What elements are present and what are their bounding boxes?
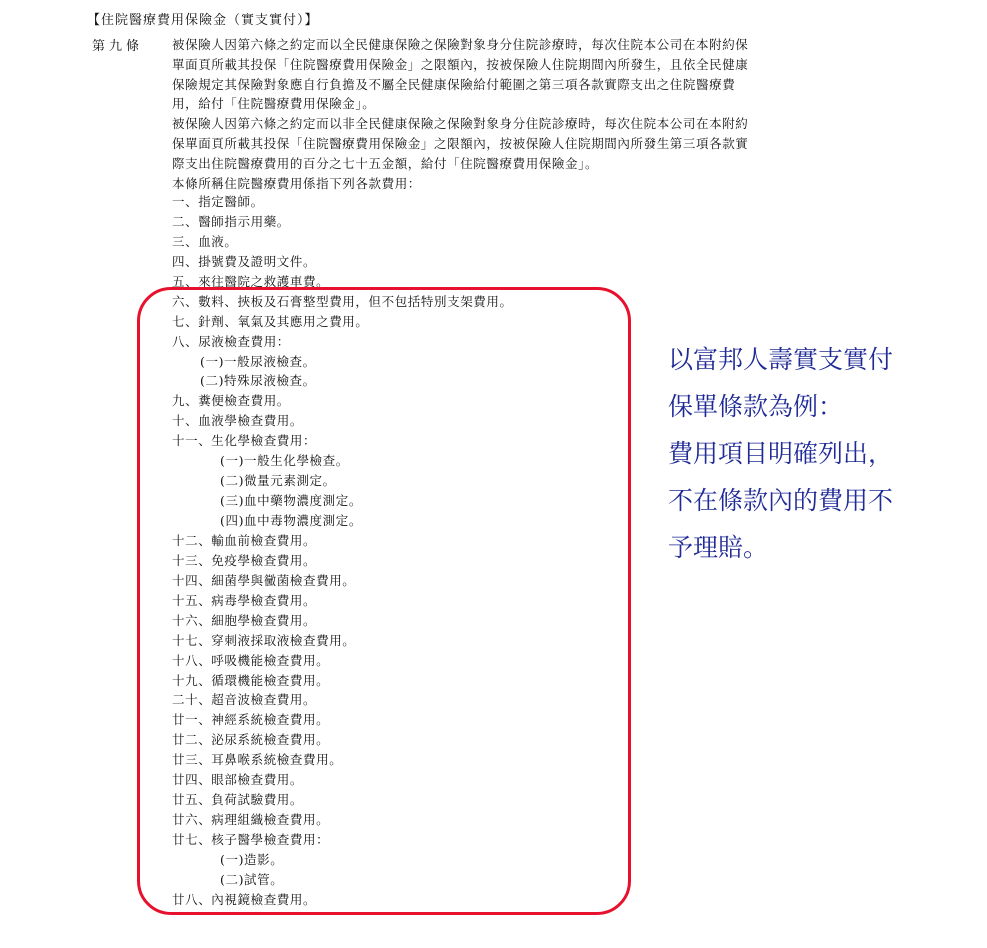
expense-item: 十九、循環機能檢查費用。 [172,672,330,688]
paragraph-line: 保單面頁所載其投保「住院醫療費用保險金」之限額內，按被保險人住院期間內所發生第三項各款實 [172,135,749,151]
note-line: 費用項目明確列出， [668,439,894,468]
expense-item: (一)一般生化學檢查。 [220,453,349,469]
paragraph-line: 際支出住院醫療費用的百分之七十五金額，給付「住院醫療費用保險金」。 [172,155,599,171]
paragraph-line: 保險規定其保險對象應自行負擔及不屬全民健康保險給付範圍之第三項各款實際支出之住院醫療費 [172,76,736,92]
paragraph-line: 被保險人因第六條之約定而以非全民健康保險之保險對象身分住院診療時，每次住院本公司在本附約 [172,116,749,132]
expense-item: 二十、超音波檢查費用。 [172,692,317,708]
expense-item: 廿二、泌尿系統檢查費用。 [172,732,330,748]
note-line: 以富邦人壽實支實付 [668,345,894,374]
note-line: 予理賠。 [668,533,769,562]
expense-item: (一)一般尿液檢查。 [200,353,316,369]
highlight-box [137,287,631,915]
paragraph-1 [172,35,912,114]
expense-item: (二)試管。 [220,871,284,887]
expense-item: 四、掛號費及證明文件。 [172,253,317,269]
paragraph-line: 本條所稱住院醫療費用係指下列各款費用： [172,175,421,191]
annotation-note [668,336,968,571]
expense-item: 廿四、眼部檢查費用。 [172,772,304,788]
expense-item: 二、醫師指示用藥。 [172,213,290,229]
expense-item: 十二、輸血前檢查費用。 [172,532,317,548]
expense-item: 十七、穿刺液採取液檢查費用。 [172,632,356,648]
expense-item: 八、尿液檢查費用： [172,333,290,349]
note-line: 保單條款為例： [668,392,844,421]
expense-item: 十五、病毒學檢查費用。 [172,592,317,608]
article-body [172,35,912,193]
note-line: 不在條款內的費用不 [668,486,894,515]
expense-item: 十八、呼吸機能檢查費用。 [172,652,330,668]
expense-item: (一)造影。 [220,851,284,867]
expense-item: 廿八、內視鏡檢查費用。 [172,891,317,907]
expense-item: 廿一、神經系統檢查費用。 [172,712,330,728]
clause-heading: 【住院醫療費用保險金（實支實付）】 [87,13,319,28]
article-label: 第九條 [92,39,144,54]
expense-item: 廿五、負荷試驗費用。 [172,792,304,808]
expense-item: 廿七、核子醫學檢查費用： [172,832,330,847]
paragraph-line: 用，給付「住院醫療費用保險金」。 [172,96,376,112]
expense-item: 廿六、病理組織檢查費用。 [172,812,330,828]
paragraph-2 [172,114,912,173]
expense-item: 一、指定醫師。 [172,194,264,209]
expense-item: 五、來往醫院之救護車費。 [172,273,330,289]
paragraph-line: 被保險人因第六條之約定而以全民健康保險之保險對象身分住院診療時，每次住院本公司在本附約保 [172,37,749,52]
expense-item: 七、針劑、氧氣及其應用之費用。 [172,313,369,329]
paragraph-line: 單面頁所載其投保「住院醫療費用保險金」之限額內，按被保險人住院期間內所發生，且依全民健康 [172,56,749,72]
expense-item: (二)特殊尿液檢查。 [200,373,316,389]
expense-item: 九、糞便檢查費用。 [172,393,290,409]
expense-item: 六、數料、挾板及石膏整型費用，但不包括特別支架費用。 [172,293,513,309]
expense-item: 十六、細胞學檢查費用。 [172,612,317,628]
expense-item: 十、血液學檢查費用。 [172,413,304,429]
expense-item: 三、血液。 [172,233,238,249]
expense-item: (四)血中毒物濃度測定。 [220,513,362,528]
expense-item: 廿三、耳鼻喉系統檢查費用。 [172,752,343,768]
expense-item: 十三、免疫學檢查費用。 [172,552,317,568]
paragraph-3 [172,174,912,194]
expense-item: 十四、細菌學與黴菌檢查費用。 [172,572,356,588]
expense-item: (三)血中藥物濃度測定。 [220,493,362,509]
expense-item: 十一、生化學檢查費用： [172,433,317,449]
expense-item: (二)微量元素測定。 [220,473,336,489]
